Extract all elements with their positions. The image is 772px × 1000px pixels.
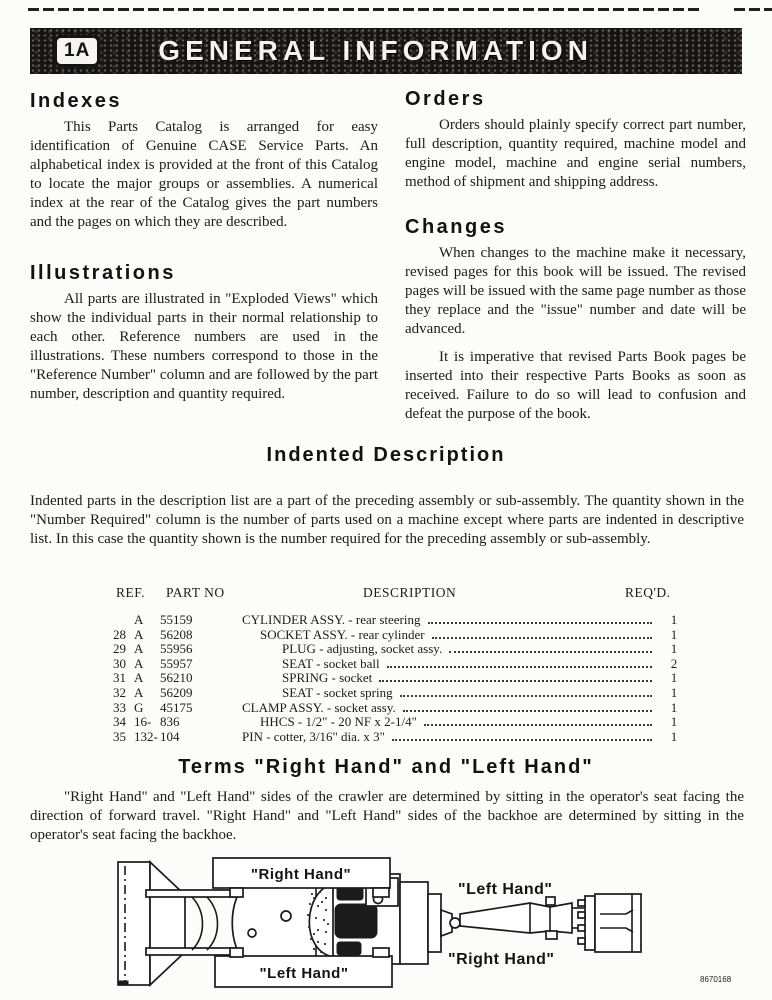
qty-cell: 1: [670, 684, 678, 700]
part-prefix-cell: 16-: [134, 714, 152, 730]
part-number-cell: 45175: [160, 699, 193, 715]
table-row: [100, 642, 685, 657]
description-text: SOCKET ASSY. - rear cylinder: [260, 627, 425, 642]
parts-table-body: [100, 613, 685, 744]
orders-paragraph: Orders should plainly specify correct part number, full description, quantity required, machine model and engine model, machine and engine serial numbers, method of shipment and shipping address.: [405, 117, 746, 190]
description-cell: [210, 686, 657, 701]
description-text: PLUG - adjusting, socket assy.: [282, 642, 443, 657]
loader-bucket-shape: [118, 862, 185, 985]
dot-leader: [428, 622, 653, 624]
changes-paragraph-2: It is imperative that revised Parts Book pages be inserted into their respective Parts Books as soon as received. Failure to do so will lead to confusion and defeat the purpose of the book.: [405, 349, 746, 422]
dot-leader: [449, 651, 652, 653]
description-text: PIN - cotter, 3/16" dia. x 3": [242, 729, 385, 744]
description-cell: [210, 671, 657, 686]
dot-leader: [403, 710, 652, 712]
description-cell: [210, 715, 657, 730]
table-row: [100, 701, 685, 716]
description-text: SPRING - socket: [282, 671, 373, 686]
qty-cell: 1: [670, 612, 678, 627]
changes-paragraph-1: When changes to the machine make it necessary, revised pages for this book will be issued. The revised pages will be issued with the same page number as those they replace and the "issue" number and date will be advanced.: [405, 245, 746, 337]
description-cell: [210, 628, 657, 643]
table-row: [100, 715, 685, 730]
dot-leader: [392, 739, 652, 741]
table-row: [100, 671, 685, 686]
part-number-cell: 56209: [160, 684, 193, 700]
part-prefix-cell: A: [134, 641, 144, 657]
ref-cell: 33: [113, 699, 126, 715]
changes-heading: Changes: [405, 216, 507, 238]
part-no-column-header: PART NO: [166, 585, 225, 600]
track-bottom-label: "Left Hand": [259, 965, 349, 982]
description-text: HHCS - 1/2" - 20 NF x 2-1/4": [260, 715, 417, 730]
header-band: [30, 28, 742, 74]
backhoe-top-label: "Left Hand": [458, 881, 553, 898]
indexes-paragraph: This Parts Catalog is arranged for easy identification of Genuine CASE Service Parts. An alphabetical index is provided at the front of this Catalog to locate the major groups or assemblies. A numerical index at the rear of the Catalog gives the part numbers and the pages on which they are described.: [30, 119, 378, 230]
indented-description-paragraph: Indented parts in the description list are a part of the preceding assembly or sub-assembly. The quantity shown in the "Number Required" column is the number of parts used on a machine except where parts are indented in descriptive list. In this case the quantity shown is the number required for the preceding assembly or sub-assembly.: [30, 493, 744, 547]
illustrations-paragraph: All parts are illustrated in "Exploded Views" which show the individual parts in their normal relationship to each other. Reference numbers are used in the illustrations. These numbers correspond to those in the "Reference Number" column and are followed by the part number, description and quantity required.: [30, 291, 378, 402]
ref-cell: 28: [113, 626, 126, 642]
description-column-header: DESCRIPTION: [363, 585, 457, 600]
plate-code: 8670168: [700, 975, 732, 984]
top-rule: [28, 8, 700, 11]
qty-cell: 1: [670, 699, 678, 715]
qty-cell: 1: [670, 714, 678, 730]
description-cell: [210, 613, 657, 628]
part-number-cell: 836: [160, 714, 180, 730]
qty-cell: 1: [670, 728, 678, 744]
description-text: CLAMP ASSY. - socket assy.: [242, 700, 396, 715]
qty-cell: 1: [670, 670, 678, 686]
indexes-heading: Indexes: [30, 90, 122, 112]
part-prefix-cell: A: [134, 684, 144, 700]
description-cell: [210, 701, 657, 716]
terms-heading: Terms "Right Hand" and "Left Hand": [178, 756, 594, 778]
table-row: [100, 686, 685, 701]
description-cell: [210, 657, 657, 672]
parts-table-header: [100, 585, 685, 613]
backhoe-boom: [460, 897, 586, 939]
dot-leader: [379, 680, 652, 682]
parts-table: [100, 585, 685, 744]
dot-leader: [400, 695, 652, 697]
dot-leader: [424, 724, 652, 726]
illustrations-heading: Illustrations: [30, 262, 176, 284]
ref-cell: 29: [113, 641, 126, 657]
description-text: CYLINDER ASSY. - rear steering: [242, 613, 421, 627]
description-cell: [210, 730, 657, 745]
orders-heading: Orders: [405, 88, 486, 110]
crawler-backhoe-diagram: [80, 852, 760, 1000]
qty-cell: 1: [670, 626, 678, 642]
table-row: [100, 613, 685, 628]
part-number-cell: 56210: [160, 670, 193, 686]
terms-paragraph: "Right Hand" and "Left Hand" sides of the crawler are determined by sitting in the operator's seat facing the direction of forward travel. "Right Hand" and "Left Hand" sides of the backhoe are determined by sitting in the operator's seat facing the backhoe.: [30, 789, 744, 843]
table-row: [100, 657, 685, 672]
reqd-column-header: REQ'D.: [625, 585, 671, 600]
track-top-label: "Right Hand": [250, 866, 352, 883]
engine-block-lower: [337, 942, 361, 955]
ref-cell: 32: [113, 684, 126, 700]
table-row: [100, 730, 685, 745]
backhoe-bottom-label: "Right Hand": [448, 951, 555, 968]
table-row: [100, 628, 685, 643]
description-cell: [210, 642, 657, 657]
engine-block: [335, 904, 377, 938]
part-prefix-cell: A: [134, 612, 144, 627]
section-badge: 1A: [54, 35, 100, 67]
part-number-cell: 55956: [160, 641, 193, 657]
swing-pivot: [450, 918, 460, 928]
ref-cell: 30: [113, 655, 126, 671]
dot-leader: [387, 666, 652, 668]
description-text: SEAT - socket ball: [282, 656, 380, 671]
dot-leader: [432, 637, 652, 639]
part-number-cell: 56208: [160, 626, 193, 642]
indented-description-heading: Indented Description: [266, 444, 506, 466]
ref-cell: 31: [113, 670, 126, 686]
page-title: GENERAL INFORMATION: [158, 35, 593, 66]
part-prefix-cell: 132-: [134, 728, 158, 744]
part-prefix-cell: A: [134, 626, 144, 642]
qty-cell: 1: [670, 641, 678, 657]
part-prefix-cell: A: [134, 655, 144, 671]
part-number-cell: 104: [160, 728, 180, 744]
qty-cell: 2: [670, 655, 678, 671]
top-rule-right: [734, 8, 772, 11]
ref-cell: 34: [113, 714, 126, 730]
ref-cell: 35: [113, 728, 126, 744]
part-number-cell: 55957: [160, 655, 193, 671]
part-prefix-cell: A: [134, 670, 144, 686]
part-number-cell: 55159: [160, 612, 193, 627]
backhoe-bucket: [578, 894, 641, 952]
ref-column-header: REF.: [116, 585, 146, 600]
description-text: SEAT - socket spring: [282, 685, 393, 700]
part-prefix-cell: G: [134, 699, 144, 715]
